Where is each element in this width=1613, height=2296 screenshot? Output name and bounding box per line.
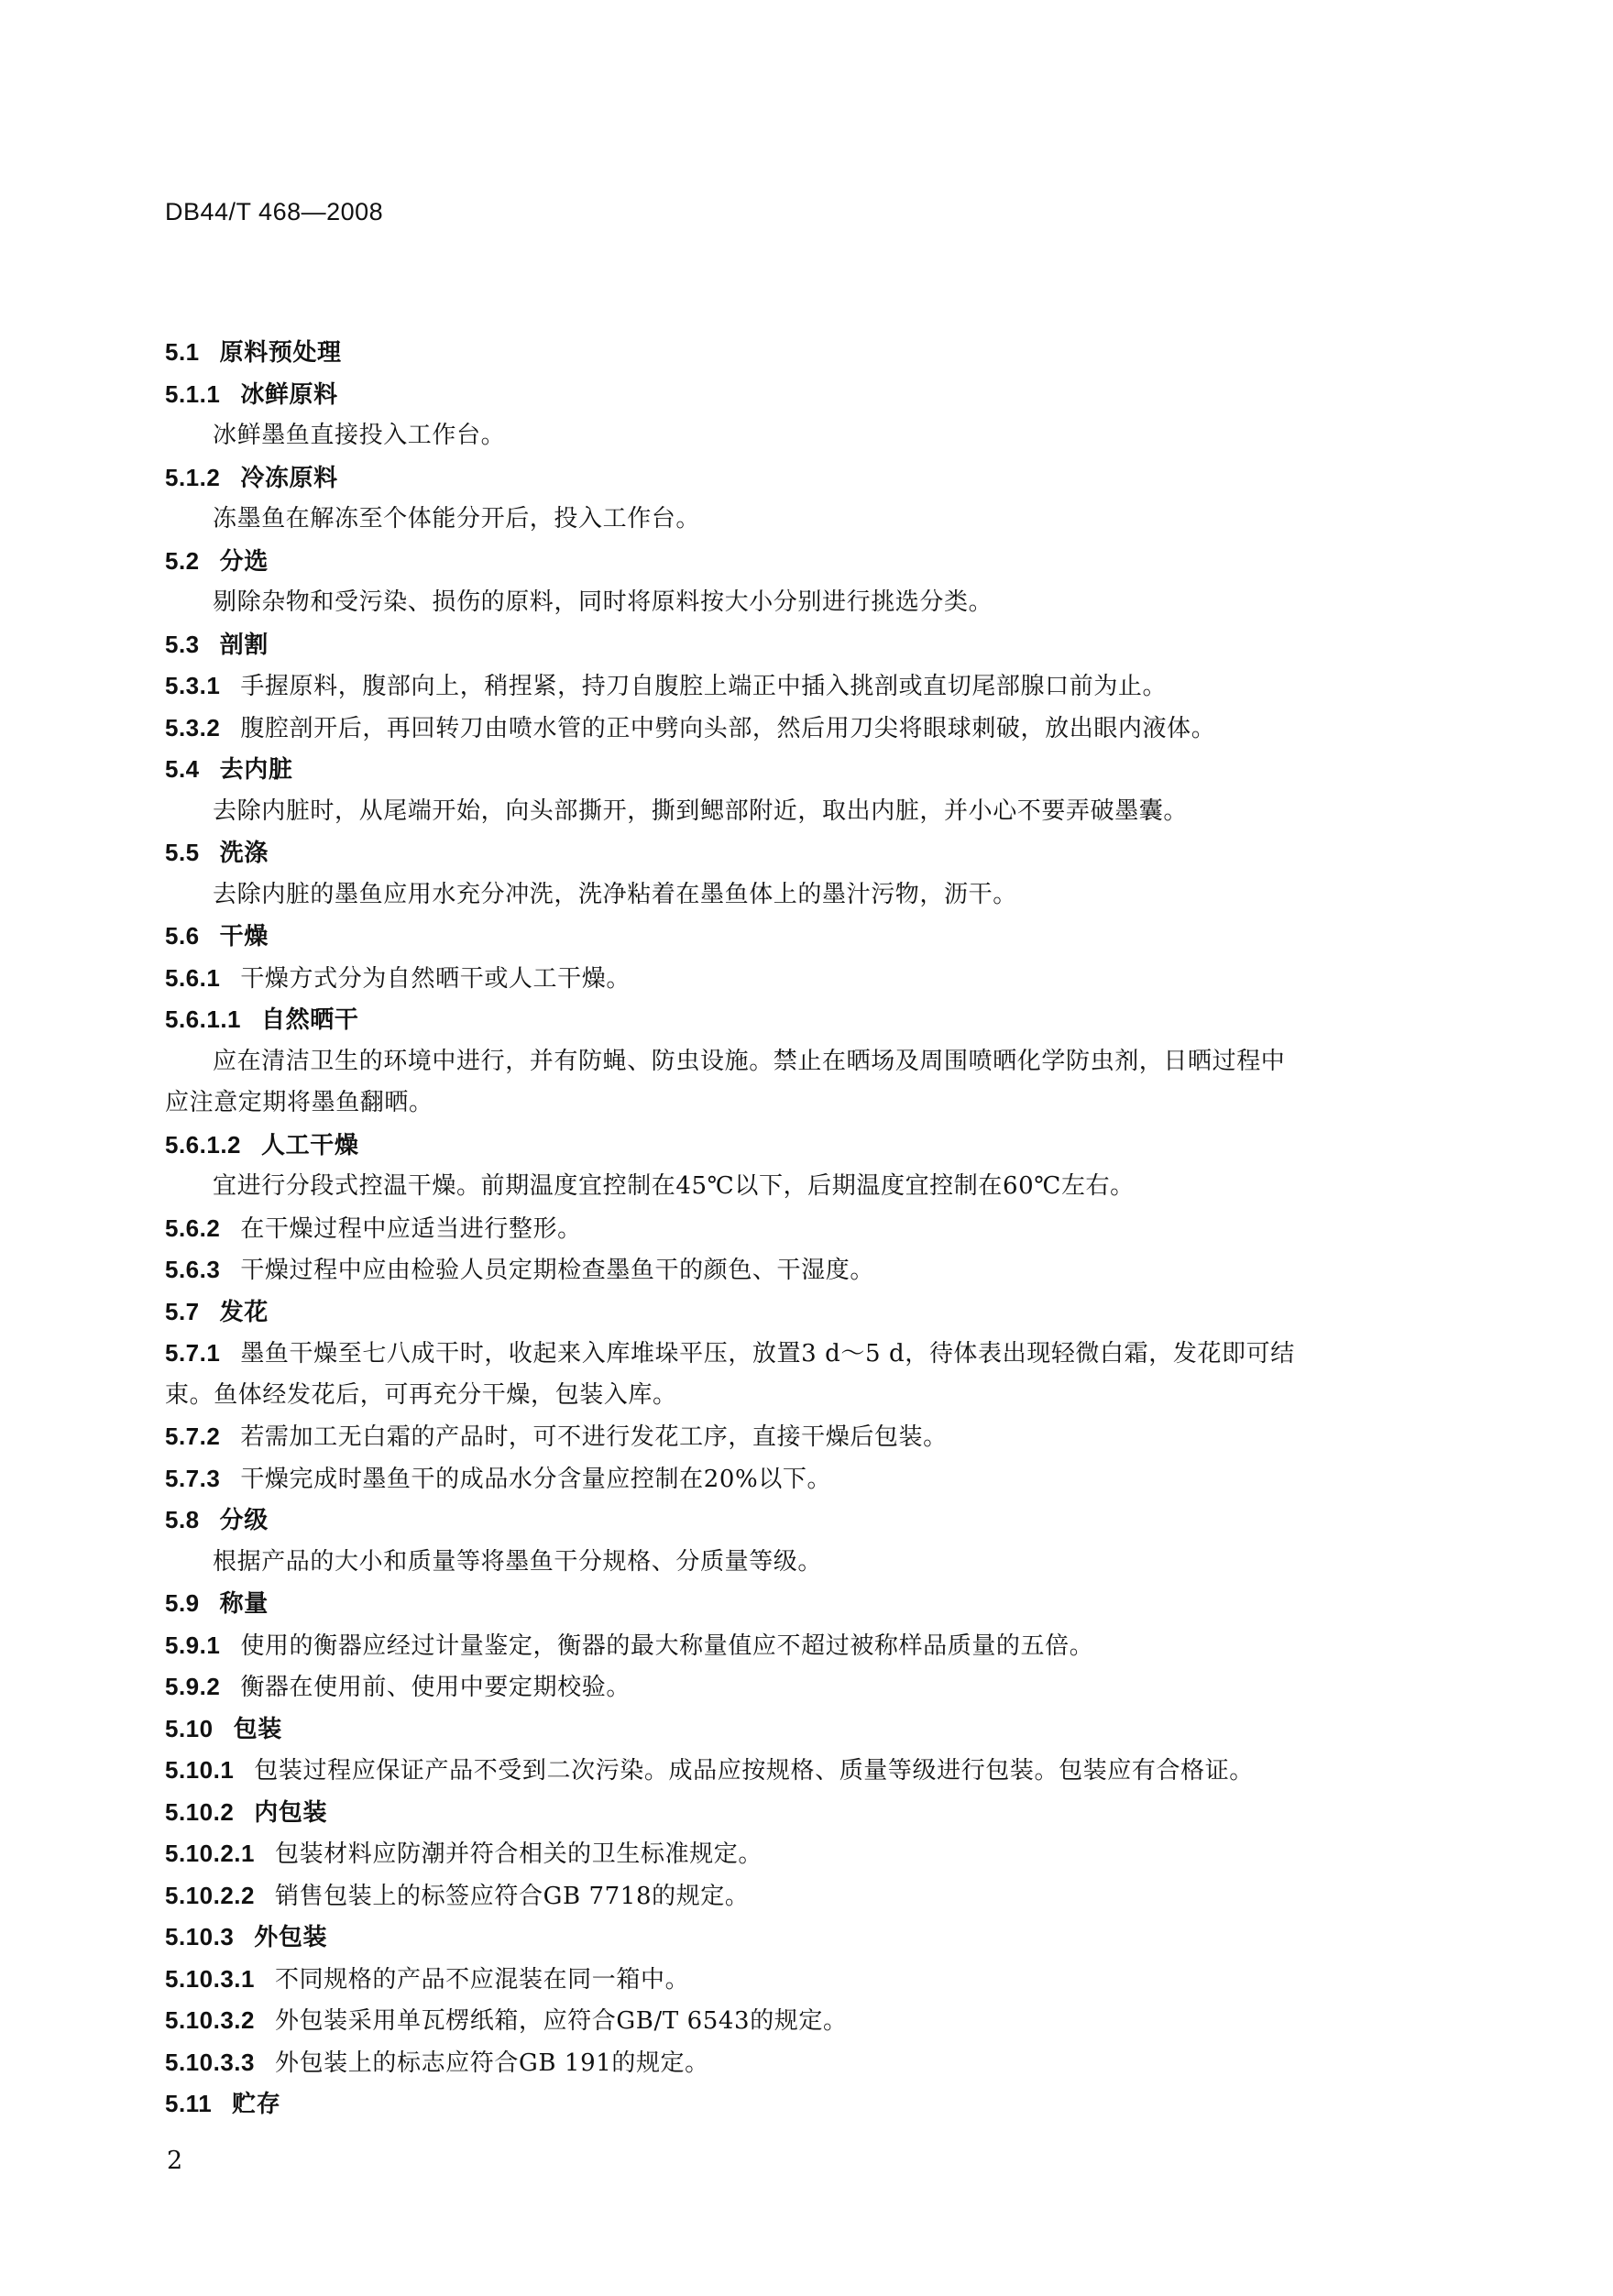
- clause-number: 5.4: [165, 755, 200, 783]
- paragraph-line: [165, 791, 1448, 833]
- page-number: 2: [167, 2147, 183, 2175]
- clause-text: 分选: [219, 547, 269, 576]
- clause-number: 5.10.3.3: [165, 2048, 255, 2076]
- clause-number: 5.10.3: [165, 1923, 235, 1950]
- section-heading: [165, 999, 1448, 1041]
- paragraph-line: [165, 708, 1448, 750]
- clause-number: 5.9: [165, 1589, 200, 1617]
- section-heading: [165, 749, 1448, 791]
- clause-number: 5.8: [165, 1506, 200, 1533]
- clause-number: 5.2: [165, 546, 200, 575]
- paragraph-line: [165, 1750, 1448, 1792]
- section-heading: [165, 374, 1448, 416]
- section-heading: [165, 457, 1448, 500]
- clause-text: 人工干燥: [261, 1131, 359, 1159]
- section-heading: [165, 1500, 1448, 1542]
- section-heading: [165, 916, 1448, 958]
- clause-number: 5.10.1: [165, 1756, 235, 1784]
- clause-text: 冷冻原料: [240, 464, 338, 492]
- paragraph-line: [165, 874, 1448, 917]
- paragraph-line: [165, 1666, 1448, 1708]
- clause-number: 5.3.2: [165, 713, 221, 742]
- clause-text: 包装: [233, 1715, 282, 1743]
- clause-text: 冰鲜墨鱼直接投入工作台。: [213, 422, 506, 449]
- clause-text: 干燥方式分为自然晒干或人工干燥。: [240, 964, 631, 993]
- clause-text: 去内脏: [219, 756, 293, 784]
- clause-text: 若需加工无白霜的产品时，可不进行发花工序，直接干燥后包装。: [240, 1423, 948, 1451]
- paragraph-line: [165, 1166, 1448, 1208]
- paragraph-line: [165, 1333, 1448, 1375]
- clause-text: 干燥完成时墨鱼干的成品水分含量应控制在20%以下。: [240, 1465, 832, 1493]
- section-heading: [165, 1583, 1448, 1625]
- clause-number: 5.6.1.1: [165, 1005, 242, 1033]
- clause-text: 去除内脏时，从尾端开始，向头部撕开，撕到鳃部附近，取出内脏，并小心不要弄破墨囊。: [213, 796, 1189, 825]
- clause-number: 5.3: [165, 630, 200, 658]
- clause-text: 内包装: [254, 1798, 328, 1827]
- paragraph-line: [165, 1625, 1448, 1667]
- paragraph-line: [165, 582, 1448, 624]
- clause-number: 5.10.2.1: [165, 1840, 255, 1867]
- section-heading: [165, 1792, 1448, 1834]
- clause-number: 5.9.2: [165, 1673, 221, 1700]
- clause-text: 腹腔剖开后，再回转刀由喷水管的正中劈向头部，然后用刀尖将眼球刺破，放出眼内液体。: [240, 714, 1216, 742]
- paragraph-line: [165, 1082, 1448, 1125]
- clause-text: 束。鱼体经发花后，可再充分干燥，包装入库。: [165, 1380, 677, 1409]
- paragraph-line: [165, 958, 1448, 1000]
- clause-text: 贮存: [232, 2091, 281, 2118]
- clause-number: 5.9.1: [165, 1631, 221, 1659]
- paragraph-line: [165, 1249, 1448, 1291]
- clause-text: 墨鱼干燥至七八成干时，收起来入库堆垛平压，放置3 d～5 d，待体表出现轻微白霜，发花即可结: [240, 1340, 1295, 1368]
- clause-number: 5.1.1: [165, 379, 221, 408]
- paragraph-line: [165, 2042, 1448, 2084]
- clause-number: 5.1.2: [165, 463, 221, 491]
- clause-number: 5.11: [165, 2090, 213, 2117]
- clause-number: 5.1: [165, 338, 200, 366]
- clause-text: 称量: [219, 1590, 269, 1618]
- clause-text: 根据产品的大小和质量等将墨鱼干分规格、分质量等级。: [213, 1547, 823, 1576]
- clause-text: 干燥: [219, 923, 269, 950]
- paragraph-line: [165, 2000, 1448, 2042]
- document-code: DB44/T 468—2008: [165, 198, 384, 225]
- clause-number: 5.6.1.2: [165, 1130, 242, 1159]
- paragraph-line: [165, 1416, 1448, 1458]
- clause-text: 分级: [219, 1507, 269, 1534]
- clause-number: 5.10.2: [165, 1797, 235, 1826]
- clause-number: 5.7.1: [165, 1339, 221, 1367]
- section-heading: [165, 1125, 1448, 1167]
- clause-number: 5.6.3: [165, 1256, 221, 1283]
- clause-text: 包装过程应保证产品不受到二次污染。成品应按规格、质量等级进行包装。包装应有合格证。: [254, 1757, 1254, 1785]
- clause-text: 剖割: [219, 631, 269, 659]
- clause-number: 5.6.2: [165, 1214, 221, 1242]
- clause-text: 外包装上的标志应符合GB 191的规定。: [274, 2049, 709, 2077]
- clause-number: 5.7.3: [165, 1464, 221, 1492]
- clause-number: 5.10.3.1: [165, 1964, 255, 1993]
- clause-number: 5.7.2: [165, 1423, 221, 1450]
- clause-number: 5.10: [165, 1714, 214, 1742]
- paragraph-line: [165, 415, 1448, 457]
- clause-number: 5.5: [165, 839, 200, 866]
- section-heading: [165, 1708, 1448, 1751]
- paragraph-line: [165, 1542, 1448, 1584]
- clause-number: 5.10.2.2: [165, 1881, 255, 1909]
- clause-text: 原料预处理: [219, 339, 342, 367]
- clause-text: 手握原料，腹部向上，稍捏紧，持刀自腹腔上端正中插入挑剖或直切尾部腺口前为止。: [240, 673, 1168, 700]
- section-heading: [165, 1291, 1448, 1334]
- paragraph-line: [165, 499, 1448, 541]
- clause-text: 外包装: [254, 1924, 328, 1951]
- clause-text: 发花: [219, 1298, 269, 1326]
- clause-text: 自然晒干: [261, 1006, 359, 1034]
- clause-text: 外包装采用单瓦楞纸箱，应符合GB/T 6543的规定。: [274, 2007, 848, 2035]
- clause-text: 宜进行分段式控温干燥。前期温度宜控制在45℃以下，后期温度宜控制在60℃左右。: [213, 1172, 1135, 1200]
- section-heading: [165, 2083, 1448, 2126]
- clause-text: 洗涤: [219, 840, 269, 867]
- section-heading: [165, 624, 1448, 666]
- clause-text: 去除内脏的墨鱼应用水充分冲洗，洗净粘着在墨鱼体上的墨汁污物，沥干。: [213, 880, 1017, 908]
- clause-text: 应注意定期将墨鱼翻晒。: [165, 1089, 433, 1116]
- clause-text: 销售包装上的标签应符合GB 7718的规定。: [274, 1882, 750, 1910]
- paragraph-line: [165, 1208, 1448, 1250]
- clause-text: 干燥过程中应由检验人员定期检查墨鱼干的颜色、干湿度。: [240, 1257, 874, 1284]
- clause-text: 在干燥过程中应适当进行整形。: [240, 1214, 582, 1243]
- clause-text: 不同规格的产品不应混装在同一箱中。: [274, 1965, 690, 1994]
- paragraph-line: [165, 1875, 1448, 1917]
- clause-text: 剔除杂物和受污染、损伤的原料，同时将原料按大小分别进行挑选分类。: [213, 588, 993, 616]
- clause-text: 使用的衡器应经过计量鉴定，衡器的最大称量值应不超过被称样品质量的五倍。: [240, 1631, 1094, 1660]
- clause-text: 冻墨鱼在解冻至个体能分开后，投入工作台。: [213, 505, 701, 533]
- clause-text: 应在清洁卫生的环境中进行，并有防蝇、防虫设施。禁止在晒场及周围喷晒化学防虫剂，日晒过程中: [213, 1047, 1286, 1075]
- paragraph-line: [165, 1041, 1448, 1083]
- paragraph-line: [165, 1458, 1448, 1500]
- clause-number: 5.6: [165, 922, 200, 950]
- document-body: [165, 332, 1448, 2126]
- clause-text: 冰鲜原料: [240, 380, 338, 409]
- section-heading: [165, 541, 1448, 583]
- clause-text: 衡器在使用前、使用中要定期校验。: [240, 1674, 631, 1701]
- section-heading: [165, 832, 1448, 874]
- clause-number: 5.10.3.2: [165, 2006, 255, 2034]
- paragraph-line: [165, 1833, 1448, 1875]
- section-heading: [165, 1917, 1448, 1959]
- clause-text: 包装材料应防潮并符合相关的卫生标准规定。: [274, 1840, 763, 1868]
- clause-number: 5.6.1: [165, 963, 221, 992]
- paragraph-line: [165, 1959, 1448, 2001]
- clause-number: 5.7: [165, 1297, 200, 1325]
- section-heading: [165, 332, 1448, 374]
- paragraph-line: [165, 1375, 1448, 1417]
- clause-number: 5.3.1: [165, 672, 221, 699]
- paragraph-line: [165, 665, 1448, 708]
